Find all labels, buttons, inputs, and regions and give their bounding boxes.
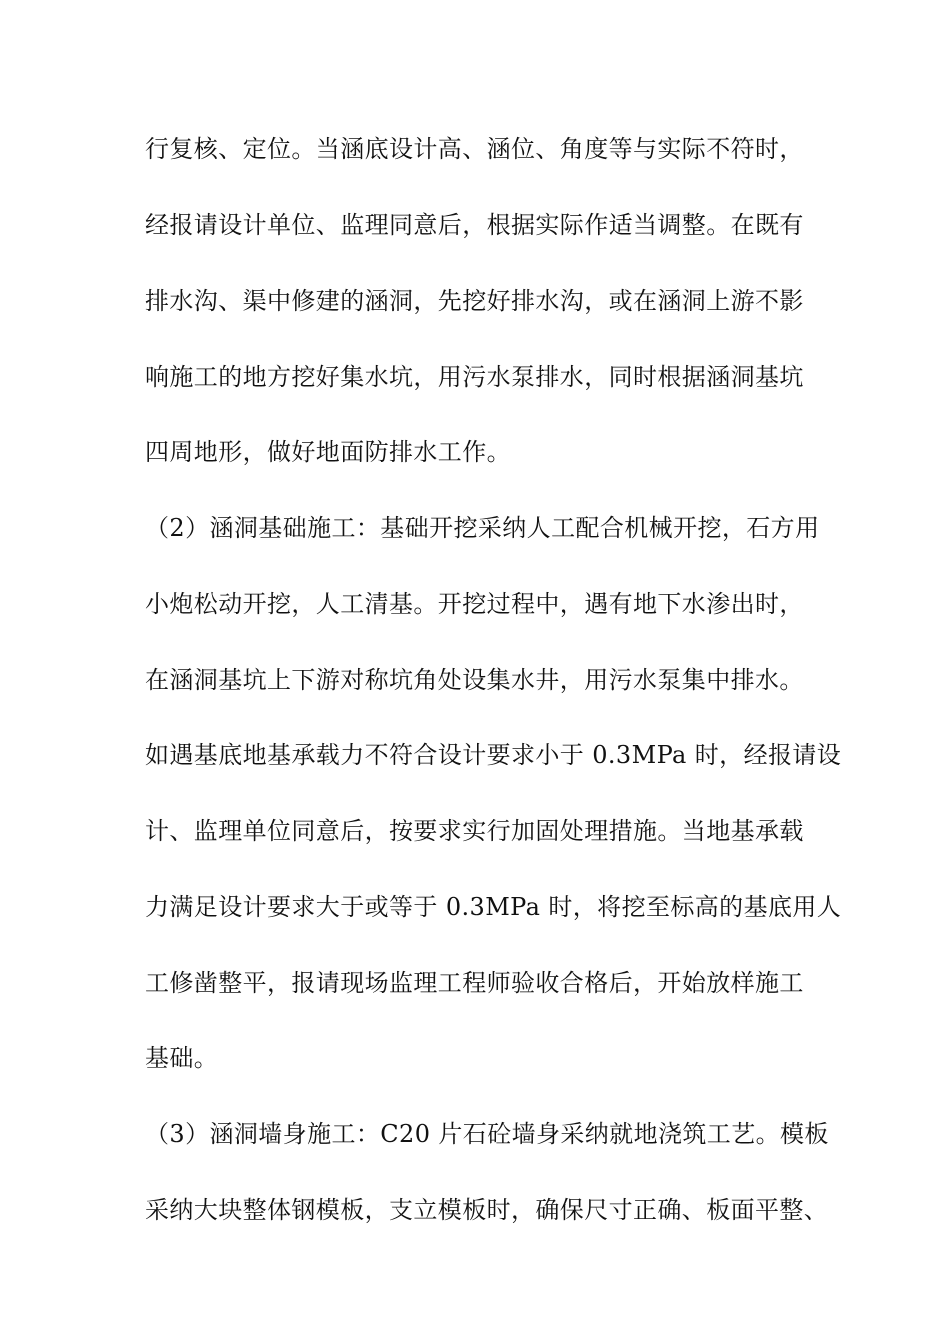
text-line: 在涵洞基坑上下游对称坑角处设集水井，用污水泵集中排水。	[145, 666, 804, 694]
text-line: 四周地形，做好地面防排水工作。	[145, 438, 511, 466]
text-line: 工修凿整平，报请现场监理工程师验收合格后，开始放样施工	[145, 969, 804, 997]
text-line: 如遇基底地基承载力不符合设计要求小于 0.3MPa 时，经报请设	[145, 741, 842, 769]
paragraph-heading-2: （2）涵洞基础施工：基础开挖采纳人工配合机械开挖，石方用	[145, 514, 820, 542]
text-line: 基础。	[145, 1044, 219, 1072]
text-line: 排水沟、渠中修建的涵洞，先挖好排水沟，或在涵洞上游不影	[145, 287, 804, 315]
text-line: 计、监理单位同意后，按要求实行加固处理措施。当地基承载	[145, 817, 804, 845]
text-line: 力满足设计要求大于或等于 0.3MPa 时，将挖至标高的基底用人	[145, 893, 842, 921]
text-line: 行复核、定位。当涵底设计高、涵位、角度等与实际不符时，	[145, 135, 804, 163]
text-line: 经报请设计单位、监理同意后，根据实际作适当调整。在既有	[145, 211, 804, 239]
text-line: 采纳大块整体钢模板，支立模板时，确保尺寸正确、板面平整、	[145, 1196, 829, 1224]
paragraph-heading-3: （3）涵洞墙身施工：C20 片石砼墙身采纳就地浇筑工艺。模板	[145, 1120, 829, 1148]
text-line: 响施工的地方挖好集水坑，用污水泵排水，同时根据涵洞基坑	[145, 363, 804, 391]
text-line: 小炮松动开挖，人工清基。开挖过程中，遇有地下水渗出时，	[145, 590, 804, 618]
